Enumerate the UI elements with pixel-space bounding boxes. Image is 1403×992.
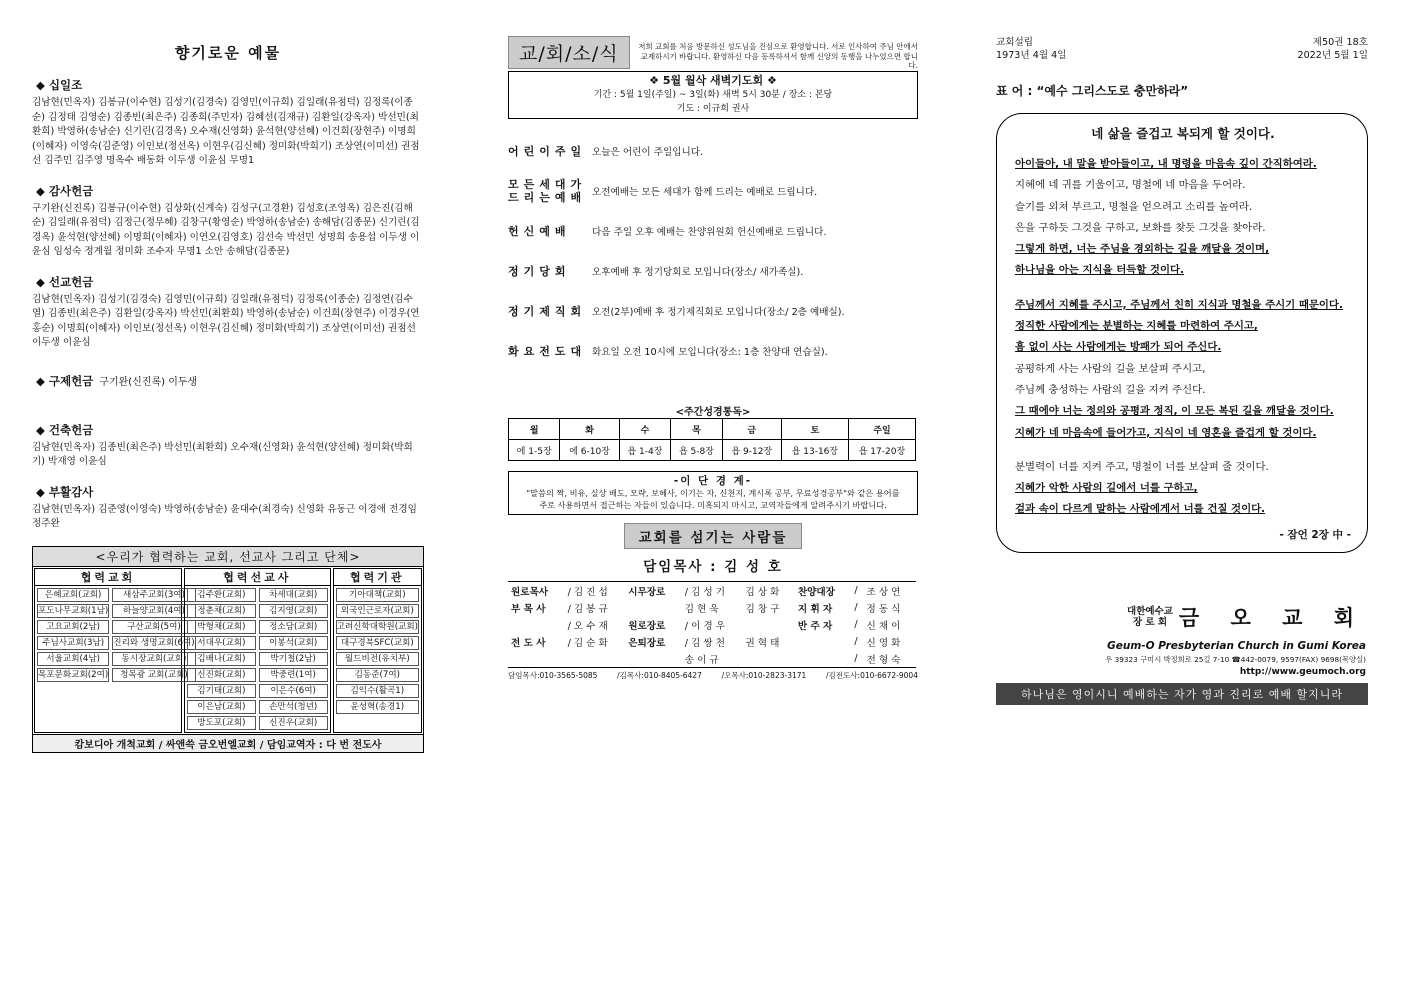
announcement-text: 오후예배 후 정기당회로 모입니다(장소/ 새가족실). — [592, 267, 804, 278]
list-item: 동시장교회(교회) — [112, 652, 195, 666]
staff-row — [508, 633, 916, 650]
announcement-label: 정기제직회 — [508, 304, 587, 318]
verse-line — [1015, 154, 1351, 175]
staff-cell: 전 형 숙 — [866, 654, 901, 666]
verse-text: 흠 없이 사는 사람에게는 방패가 되어 주신다. — [1015, 341, 1222, 354]
staff-title: 교회를 섬기는 사람들 — [624, 523, 803, 549]
list-item: 청목광 교회(교회) — [112, 668, 195, 682]
list-item: 김배나(교회) — [187, 652, 256, 666]
offering-section — [32, 183, 424, 260]
phone-number: /김목사:010-8405-6427 — [617, 671, 702, 680]
list-item: 손만석(청년) — [259, 700, 328, 714]
verse-line — [1015, 295, 1351, 316]
offering-section-names: 김남현(민옥자) 김준영(이영숙) 박영하(송남순) 윤대수(최경숙) 신영화 유동근 이경애 전경임 정주완 — [32, 503, 417, 529]
list-item: 주님사교회(3남) — [37, 636, 109, 650]
reading-title: <주간성경통독> — [675, 407, 751, 418]
verse-text: 정직한 사람에게는 분별하는 지혜를 마련하여 주시고, — [1015, 320, 1258, 333]
announcement-row — [508, 251, 918, 291]
verse-line — [1015, 197, 1351, 218]
staff-cell — [795, 633, 852, 650]
verse-line — [1015, 239, 1351, 260]
staff-cell: / 김 쌍 천 — [684, 637, 725, 649]
announcement-label: 화요전도대 — [508, 344, 587, 358]
list-item: 김동준(7여) — [336, 668, 419, 682]
verse-text: 아이들아, 내 말을 받아들이고, 내 명령을 마음속 깊이 간직하여라. — [1015, 158, 1317, 170]
verse-text: 공평하게 사는 사람의 길을 보살펴 주시고, — [1015, 362, 1206, 375]
verse-line — [1015, 423, 1351, 444]
phone-number: /오목사:010-2823-3171 — [721, 671, 807, 680]
list-item: 신진화(교회) — [187, 668, 256, 682]
partner-churches-title: 협력교회 — [35, 569, 181, 586]
cover-column — [996, 36, 1368, 701]
verse-text: 지혜가 네 마음속에 들어가고, 지식이 네 영혼을 즐겁게 할 것이다. — [1015, 426, 1317, 439]
offering-section-names: 김남현(민옥자) 김봉규(이수현) 김성기(김경숙) 김영민(이규희) 김일래(유점덕) 김정록(이종순) 김정태 김영순) 김종빈(최은주) 김종희(주민자) 김혜선(김재규) 김환일(강옥자) 박선민(최환희) 박영하(송남순) 신기린(김경옥) 오수재(신영화) 윤석현(양선혜) 이건희(장현주) 이명희(이혜자) 이영숙(김준영) 이인보(정선옥) 이현우(김신혜) 정미화(박희기) 조상연(이미선) 권점선 김주민 김주영 명옥수 배동화 이두생 이윤심 무명1 — [32, 97, 420, 166]
verse-text: 주님께 충성하는 사람의 길을 지켜 주신다. — [1015, 383, 1206, 396]
news-column — [508, 36, 918, 681]
offering-section-names: 김남현(민옥자) 김종빈(최은주) 박선민(최환희) 오수재(신영화) 윤석현(양선혜) 정미화(박희기) 박재영 이윤심 — [32, 441, 413, 467]
verse-reference: - 잠언 2장 中 - — [1279, 528, 1351, 541]
announcement-row — [508, 291, 918, 331]
cooperation-box — [32, 546, 424, 753]
list-item: 김기태(교회) — [187, 684, 256, 698]
offering-section — [32, 77, 424, 169]
staff-cell: / 이 경 우 — [684, 620, 725, 632]
verse-line — [1015, 478, 1351, 499]
verse-line — [1015, 499, 1351, 520]
staff-cell: / — [854, 585, 858, 596]
list-item: 하늘양교회(4여) — [112, 604, 195, 618]
list-item: 박중련(1여) — [259, 668, 328, 682]
staff-cell: 전 도 사 — [511, 637, 546, 649]
staff-cell: / — [854, 653, 858, 664]
warning-text: "말씀의 짝, 비유, 실상 배도, 모략, 보혜사, 이기는 자, 신천지, 계시록 공부, 무료성경공부"와 같은 용어를 주로 사용하면서 접근하는 자들이 있습니다. 미혹되지 마시고, 교역자들에게 알려주시기 바랍니다. — [526, 488, 900, 510]
list-item: 새삼주교회(3여) — [112, 588, 195, 602]
reading-chapter: 욥 1-4장 — [619, 440, 670, 461]
reading-chapter: 욥 9-12장 — [722, 440, 781, 461]
staff-cell: 권 혁 태 — [745, 637, 780, 649]
list-item: 박기철(2남) — [259, 652, 328, 666]
verse-line — [1015, 457, 1351, 478]
founded-date: 1973년 4월 4일 — [996, 50, 1067, 61]
staff-table — [508, 581, 916, 668]
verse-text: 은을 구하듯 그것을 구하고, 보화를 찾듯 그것을 찾아라. — [1015, 221, 1266, 234]
staff-cell: / 김 성 기 — [684, 586, 725, 598]
phone-list — [508, 670, 918, 681]
list-item: 서대우(교회) — [187, 636, 256, 650]
announcement-text: 오전(2부)예배 후 정기제직회로 모입니다(장소/ 2층 예배실). — [592, 307, 845, 318]
list-item: 박형채(교회) — [187, 620, 256, 634]
reading-chapter: 에 1-5장 — [509, 440, 560, 461]
offering-section-title: ◆ 건축헌금 — [36, 422, 94, 437]
announcement-label: 어린이주일 — [508, 144, 587, 158]
reading-table — [508, 418, 916, 461]
reading-day: 토 — [781, 419, 848, 440]
offering-section — [32, 274, 424, 351]
staff-cell: / — [854, 619, 858, 630]
warning-box — [508, 471, 918, 515]
reading-day: 수 — [619, 419, 670, 440]
staff-cell: 은퇴장로 — [628, 637, 666, 649]
prayer-box — [508, 71, 918, 119]
denomination-line2: 장 로 회 — [1132, 617, 1168, 628]
denomination-line1: 대한예수교 — [1127, 606, 1173, 617]
prayer-leader: 기도 : 이규희 권사 — [676, 104, 750, 114]
issue-number: 제50권 18호 — [1312, 37, 1368, 48]
cooperation-header: <우리가 협력하는 교회, 선교사 그리고 단체> — [33, 547, 423, 567]
staff-cell: 원로목사 — [511, 586, 549, 598]
offering-section-names: 구기완(신진록) 김봉규(이수현) 김상화(신계숙) 김성구(고경환) 김성호(조영옥) 김은진(김해순) 김일래(유점덕) 김정근(정무혜) 김창구(황영순) 박영하(송남순) 송해담(김종문) 신기린(김경옥) 윤석현(양선혜) 이명희(이혜자) 이연오(김영호) 김선숙 박선민 성명희 송용섭 이두생 이윤심 임성숙 정계월 정미화 조수자 무명1 소안 송해담(김종문) — [32, 202, 420, 257]
staff-cell: 반 주 자 — [797, 620, 833, 632]
verse-text: 슬기를 외쳐 부르고, 명철을 얻으려고 소리를 높여라. — [1015, 200, 1253, 213]
staff-cell — [565, 650, 626, 668]
reading-chapter: 욥 5-8장 — [671, 440, 722, 461]
offering-section — [32, 484, 424, 532]
partner-missionaries-title: 협력선교사 — [185, 569, 330, 586]
announcement-row — [508, 171, 918, 211]
staff-cell: / — [854, 602, 858, 613]
partner-orgs — [333, 568, 422, 733]
announcement-text: 오전예배는 모든 세대가 함께 드리는 예배로 드립니다. — [592, 187, 818, 198]
staff-cell — [742, 650, 794, 668]
list-item: 월드비전(유치부) — [336, 652, 419, 666]
offering-section-title: ◆ 감사헌금 — [36, 183, 94, 198]
announcement-label: 정기당회 — [508, 264, 571, 278]
staff-cell: 김 상 화 — [745, 586, 780, 598]
staff-cell: / 김 순 화 — [567, 637, 608, 649]
verse-line — [1015, 401, 1351, 422]
staff-cell — [508, 616, 565, 633]
list-item: 차세대(교회) — [259, 588, 328, 602]
offerings-column — [32, 36, 424, 753]
verse-line — [1015, 218, 1351, 239]
verse-line — [1015, 316, 1351, 337]
staff-cell: 찬양대장 — [797, 586, 835, 598]
bottom-banner: 하나님은 영이시니 예배하는 자가 영과 진리로 예배 할지니라 — [996, 683, 1368, 705]
list-item: 대구경북SFC(교회) — [336, 636, 419, 650]
list-item: 목포문화교회(2여) — [38, 669, 109, 680]
church-english-name: Geum-O Presbyterian Church in Gumi Korea — [1107, 640, 1366, 652]
phone-number: /김전도사:010-6672-9004 — [826, 671, 918, 680]
staff-cell — [795, 650, 852, 668]
staff-cell: 정 동 식 — [866, 603, 901, 615]
partner-churches — [34, 568, 195, 733]
welcome-text: 저희 교회를 처음 방문하신 성도님을 진심으로 환영합니다. 서로 인사하여 주님 안에서 교제하시기 바랍니다. 환영하신 다음 등록하셔서 함께 신앙의 동행을 나누었으면 합니다. — [638, 42, 918, 70]
verse-line — [1015, 337, 1351, 358]
list-item: 이은수(6여) — [259, 684, 328, 698]
church-url[interactable]: http://www.geumoch.org — [1239, 667, 1366, 677]
staff-cell: 지 휘 자 — [797, 603, 833, 615]
staff-row — [508, 650, 916, 668]
offerings-title: 향기로운 예물 — [174, 44, 282, 62]
verse-gap — [1015, 282, 1351, 295]
announcement-text: 화요일 오전 10시에 모입니다(장소: 1층 찬양대 연습실). — [592, 347, 828, 358]
prayer-period: 기간 : 5월 1일(주일) ~ 3일(화) 새벽 5시 30분 / 장소 : 본당 — [593, 90, 833, 100]
staff-cell: / 김 봉 규 — [567, 603, 608, 615]
offering-section-names: 김남현(민옥자) 김성기(김경숙) 김영민(이규희) 김일래(유점덕) 김정록(이종순) 김정연(김수열) 김종빈(최은주) 김환일(강옥자) 박선민(최환희) 박영하(송남순) 이건희(장현주) 이경우(연홍순) 이명희(이혜자) 이인보(정선옥) 이현우(김신혜) 정미화(박희기) 조상연(이미선) 권점선 이두생 이윤심 — [32, 293, 420, 348]
staff-cell — [508, 650, 565, 668]
verse-title: 네 삶을 즐겁고 복되게 할 것이다. — [1091, 126, 1275, 141]
list-item: 외국인근로자(교회) — [336, 604, 419, 618]
prayer-title: ❖ 5월 월삭 새벽기도회 ❖ — [649, 74, 777, 87]
announcement-row — [508, 131, 918, 171]
staff-cell: 조 상 연 — [866, 586, 901, 598]
staff-cell: / 김 진 섭 — [567, 586, 608, 598]
reading-chapter: 에 6-10장 — [560, 440, 619, 461]
staff-cell: / 오 수 재 — [567, 620, 608, 632]
staff-cell: 원로장로 — [628, 620, 666, 632]
list-item: 정소담(교회) — [259, 620, 328, 634]
verse-line — [1015, 260, 1351, 281]
verse-text: 주님께서 지혜를 주시고, 주님께서 친히 지식과 명철을 주시기 때문이다. — [1015, 298, 1343, 311]
offering-section — [32, 422, 424, 470]
warning-title: -이 단 경 계- — [673, 475, 753, 487]
offering-section-title: ◆ 구제헌금 — [36, 373, 94, 388]
staff-cell: 신 채 이 — [866, 620, 901, 632]
staff-cell — [625, 650, 682, 668]
verse-text: 그렇게 하면, 너는 주님을 경외하는 길을 깨달을 것이며, — [1015, 243, 1270, 256]
church-motto: 표 어 : “예수 그리스도로 충만하라” — [996, 84, 1189, 98]
reading-day: 목 — [671, 419, 722, 440]
list-item: 이봉석(교회) — [259, 636, 328, 650]
senior-pastor: 담임목사 : 김 성 호 — [643, 559, 783, 575]
verse-text: 지혜에 네 귀를 기울이고, 명철에 네 마음을 두어라. — [1015, 179, 1246, 192]
verse-line — [1015, 380, 1351, 401]
staff-title-box — [508, 523, 918, 549]
list-item: 정춘채(교회) — [187, 604, 256, 618]
verse-line — [1015, 359, 1351, 380]
staff-cell — [625, 599, 682, 616]
list-item: 고려신학대학원(교회) — [336, 621, 418, 632]
church-address: 우 39323 구미시 박정희로 25길 7-10 ☎442-0079, 9597(FAX) 9698(목양실) — [1105, 655, 1366, 664]
founded-label: 교회설립 — [996, 37, 1034, 48]
announcement-text: 오늘은 어린이 주일입니다. — [592, 147, 704, 158]
staff-cell: 시무장로 — [628, 586, 666, 598]
partner-missionaries — [184, 568, 331, 733]
announcement-text: 다음 주일 오후 예배는 찬양위원회 헌신예배로 드립니다. — [592, 227, 827, 238]
staff-cell: / — [854, 636, 858, 647]
staff-cell: 송 이 규 — [684, 654, 719, 666]
staff-cell: 김 창 구 — [745, 603, 780, 615]
announcement-label: 모든세대가 드리는예배 — [508, 178, 587, 204]
partner-orgs-title: 협력기관 — [334, 569, 421, 586]
staff-cell — [742, 616, 794, 633]
staff-row — [508, 616, 916, 633]
list-item: 김지영(교회) — [259, 604, 328, 618]
verse-text: 겉과 속이 다르게 말하는 사람에게서 너를 건질 것이다. — [1015, 503, 1266, 516]
reading-day: 화 — [560, 419, 619, 440]
news-title: 교/회/소/식 — [508, 36, 630, 69]
verse-text: 분별력이 너를 지켜 주고, 명철이 너를 보살펴 줄 것이다. — [1015, 460, 1269, 473]
reading-day: 월 — [509, 419, 560, 440]
issue-date: 2022년 5월 1일 — [1297, 50, 1368, 61]
verse-text: 그 때에야 너는 정의와 공평과 정직, 이 모든 복된 길을 깨달을 것이다. — [1015, 405, 1334, 418]
list-item: 기아대책(교회) — [336, 588, 419, 602]
verse-line — [1015, 175, 1351, 196]
list-item: 김주환(교회) — [187, 588, 256, 602]
announcement-label: 헌신예배 — [508, 224, 571, 238]
offering-section-names: 구기완(신진록) 이두생 — [99, 376, 198, 388]
staff-row — [508, 599, 916, 616]
church-name: 금 오 교 회 — [1178, 606, 1366, 630]
list-item: 고요교회(2남) — [37, 620, 109, 634]
staff-cell: 김 현 욱 — [684, 603, 719, 615]
verse-text: 하나님을 아는 지식을 터득할 것이다. — [1015, 264, 1184, 277]
reading-chapter: 욥 17-20장 — [848, 440, 915, 461]
announcement-row — [508, 211, 918, 251]
list-item: 김익수(활곡1) — [336, 684, 419, 698]
reading-chapter: 욥 13-16장 — [781, 440, 848, 461]
list-item: 윤성혁(송경1) — [336, 700, 419, 714]
list-item: 포도나무교회(1남) — [38, 605, 109, 616]
verse-box — [996, 113, 1368, 553]
list-item: 진리와 생명교회(6여) — [113, 637, 195, 648]
offering-section-title: ◆ 선교헌금 — [36, 274, 94, 289]
list-item: 이은남(교회) — [187, 700, 256, 714]
list-item: 구산교회(5여) — [112, 620, 195, 634]
list-item: 서울교회(4남) — [37, 652, 109, 666]
announcements — [508, 131, 918, 371]
phone-number: 담임목사:010-3565-5085 — [508, 671, 598, 680]
cooperation-footer: 캄보디아 개척교회 / 싸앤쓱 금오번엘교회 / 담임교역자 : 다 번 전도사 — [33, 734, 423, 752]
offering-section-title: ◆ 부활감사 — [36, 484, 94, 499]
reading-day: 금 — [722, 419, 781, 440]
church-info — [1092, 602, 1366, 677]
list-item: 신진우(교회) — [259, 716, 328, 730]
staff-row — [508, 582, 916, 600]
verse-gap — [1015, 444, 1351, 457]
list-item: 방도포(교회) — [187, 716, 256, 730]
reading-day: 주일 — [848, 419, 915, 440]
announcement-row — [508, 331, 918, 371]
staff-cell: 부 목 사 — [511, 603, 546, 615]
list-item: 은혜교회(교회) — [37, 588, 109, 602]
offering-section — [32, 373, 424, 392]
offering-section-title: ◆ 십일조 — [36, 78, 83, 92]
verse-text: 지혜가 악한 사람의 길에서 너를 구하고, — [1015, 482, 1198, 495]
staff-cell: 신 영 화 — [866, 637, 901, 649]
